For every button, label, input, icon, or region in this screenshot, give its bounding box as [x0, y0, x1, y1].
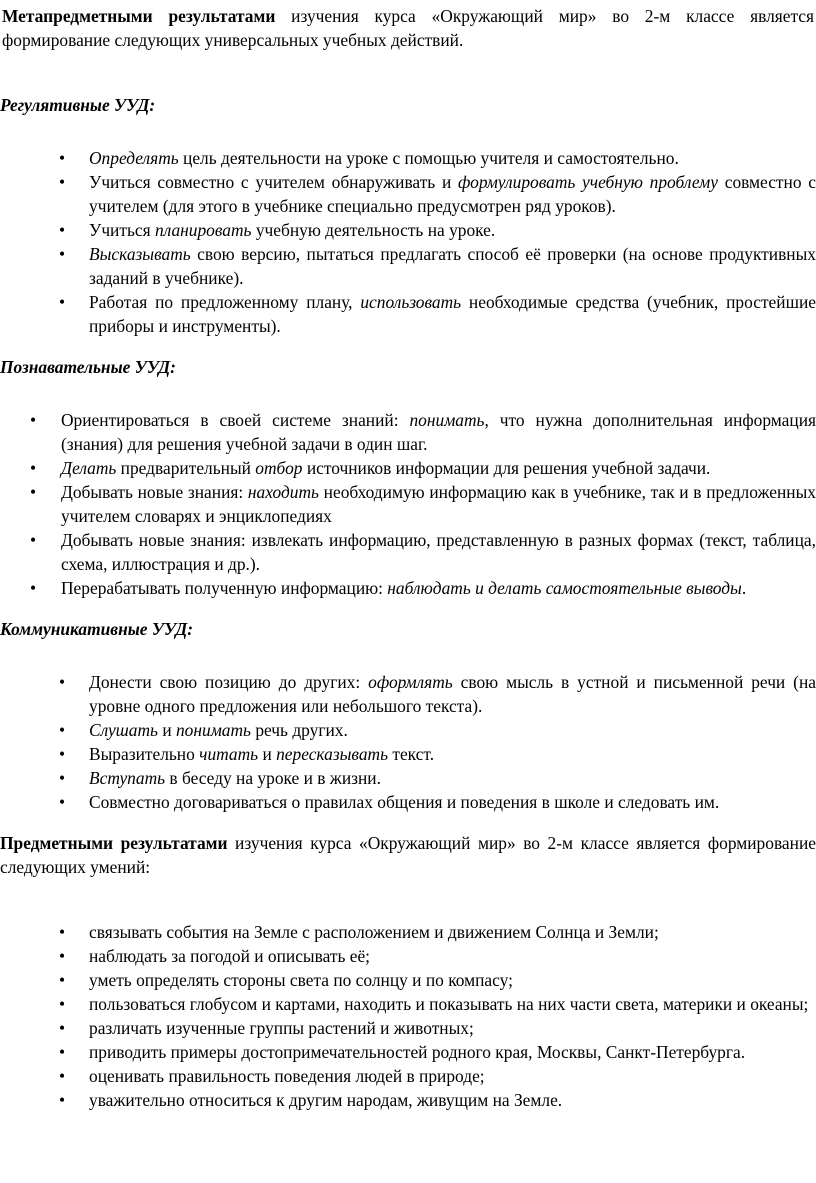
bullet-dot-icon: •: [58, 220, 66, 240]
italic-keyword: Делать: [61, 458, 117, 478]
regulative-list: [0, 146, 816, 338]
list-item-text: уважительно относиться к другим народам, живущим на Земле.: [89, 1090, 563, 1110]
bullet-dot-icon: •: [29, 578, 37, 598]
list-item-text: учебную деятельность на уроке.: [251, 220, 496, 240]
regulative-title: Регулятивные УУД:: [0, 95, 156, 115]
bullet-dot-icon: •: [58, 1066, 66, 1086]
bullet-dot-icon: •: [58, 292, 66, 312]
list-item-text: текст.: [388, 744, 435, 764]
list-item: [0, 670, 816, 718]
bullet-dot-icon: •: [58, 994, 66, 1014]
list-item: [0, 718, 816, 742]
list-item-text: .: [741, 578, 747, 598]
list-item-text: Добывать новые знания:: [61, 482, 248, 502]
italic-keyword: отбор: [255, 458, 303, 478]
italic-keyword: находить: [247, 482, 319, 502]
bullet-dot-icon: •: [29, 482, 37, 502]
bullet-dot-icon: •: [58, 1042, 66, 1062]
list-item-text: Совместно договариваться о правилах общения и поведения в школе и следовать им.: [89, 792, 720, 812]
italic-keyword: читать: [199, 744, 259, 764]
bullet-dot-icon: •: [29, 530, 37, 550]
document-page: [0, 4, 816, 1112]
bullet-dot-icon: •: [58, 744, 66, 764]
italic-keyword: формулировать учебную проблему: [458, 172, 718, 192]
list-item-text: источников информации для решения учебной задачи.: [302, 458, 711, 478]
bullet-dot-icon: •: [58, 768, 66, 788]
list-item: [0, 170, 816, 218]
list-item-text: приводить примеры достопримечательностей родного края, Москвы, Санкт-Петербурга.: [89, 1042, 746, 1062]
list-item-text: связывать события на Земле с расположением и движением Солнца и Земли;: [89, 922, 659, 942]
bullet-dot-icon: •: [58, 792, 66, 812]
list-item: [0, 528, 816, 576]
list-item: [0, 408, 816, 456]
list-item-text: и: [258, 744, 277, 764]
italic-keyword: Вступать: [89, 768, 166, 788]
meta-results-paragraph: [0, 4, 816, 52]
subject-skills-list: [0, 920, 816, 1112]
list-item: [0, 290, 816, 338]
list-item-text: свою мысль в устной и письменной речи (на уровне одного предложения или небольшого текста).: [89, 672, 816, 716]
list-item-text: , что нужна дополнительная информация (знания) для решения учебной задачи в один шаг.: [61, 410, 816, 454]
subject-results-text: изучения курса «Окружающий мир» во 2-м классе является формирование следующих умений:: [0, 833, 816, 877]
list-item: [0, 576, 816, 600]
list-item: [0, 920, 816, 944]
list-item-text: Учиться: [89, 220, 155, 240]
list-item-text: оценивать правильность поведения людей в природе;: [89, 1066, 485, 1086]
list-item-text: Работая по предложенному плану,: [89, 292, 361, 312]
list-item-text: цель деятельности на уроке с помощью учителя и самостоятельно.: [178, 148, 679, 168]
list-item: [0, 242, 816, 290]
bullet-dot-icon: •: [58, 172, 66, 192]
list-item-text: необходимую информацию как в учебнике, так и в предложенных учителем словарях и энциклопедиях: [61, 482, 816, 526]
italic-keyword: понимать: [409, 410, 485, 430]
list-item-text: наблюдать за погодой и описывать её;: [89, 946, 371, 966]
list-item-text: и: [157, 720, 176, 740]
bullet-dot-icon: •: [58, 970, 66, 990]
italic-keyword: Слушать: [89, 720, 158, 740]
italic-keyword: Определять: [89, 148, 179, 168]
list-item-text: различать изученные группы растений и животных;: [89, 1018, 474, 1038]
bullet-dot-icon: •: [58, 1018, 66, 1038]
list-item: [0, 1040, 816, 1064]
list-item: [0, 218, 816, 242]
communicative-title: Коммуникативные УУД:: [0, 619, 194, 639]
italic-keyword: понимать: [175, 720, 251, 740]
bullet-dot-icon: •: [29, 410, 37, 430]
list-item-text: пользоваться глобусом и картами, находить и показывать на них части света, материки и океаны;: [89, 994, 809, 1014]
list-item-text: необходимые средства (учебник, простейшие приборы и инструменты).: [89, 292, 816, 336]
list-item: [0, 968, 816, 992]
italic-keyword: наблюдать и делать самостоятельные выводы: [387, 578, 742, 598]
list-item: [0, 790, 816, 814]
italic-keyword: Высказывать: [89, 244, 191, 264]
list-item-text: Добывать новые знания: извлекать информацию, представленную в разных формах (текст, таблица, схема, иллюстрация и др.).: [61, 530, 816, 574]
list-item-text: предварительный: [116, 458, 256, 478]
subject-results-heading: Предметными результатами: [0, 833, 228, 853]
list-item: [0, 992, 816, 1016]
italic-keyword: использовать: [360, 292, 462, 312]
list-item-text: Донести свою позицию до других:: [89, 672, 369, 692]
bullet-dot-icon: •: [58, 946, 66, 966]
italic-keyword: пересказывать: [276, 744, 388, 764]
list-item-text: уметь определять стороны света по солнцу и по компасу;: [89, 970, 513, 990]
list-item-text: свою версию, пытаться предлагать способ её проверки (на основе продуктивных заданий в учебнике).: [89, 244, 816, 288]
meta-results-text: изучения курса «Окружающий мир» во 2-м классе является формирование следующих универсальных учебных действий.: [2, 6, 815, 50]
bullet-dot-icon: •: [58, 244, 66, 264]
communicative-list: [0, 670, 816, 814]
list-item: [0, 766, 816, 790]
list-item: [0, 146, 816, 170]
italic-keyword: планировать: [154, 220, 252, 240]
list-item: [0, 944, 816, 968]
bullet-dot-icon: •: [58, 672, 66, 692]
list-item-text: Перерабатывать полученную информацию:: [61, 578, 388, 598]
bullet-dot-icon: •: [58, 922, 66, 942]
list-item-text: Выразительно: [89, 744, 200, 764]
list-item-text: в беседу на уроке и в жизни.: [165, 768, 381, 788]
bullet-dot-icon: •: [58, 720, 66, 740]
cognitive-list: [0, 408, 816, 600]
list-item: [0, 456, 816, 480]
list-item: [0, 742, 816, 766]
bullet-dot-icon: •: [58, 148, 66, 168]
list-item-text: совместно с учителем (для этого в учебнике специально предусмотрен ряд уроков).: [89, 172, 816, 216]
italic-keyword: оформлять: [368, 672, 453, 692]
subject-results-paragraph: [0, 831, 816, 879]
cognitive-title: Познавательные УУД:: [0, 357, 176, 377]
meta-results-heading: Метапредметными результатами: [2, 6, 276, 26]
list-item: [0, 1064, 816, 1088]
list-item: [0, 1088, 816, 1112]
list-item: [0, 1016, 816, 1040]
bullet-dot-icon: •: [29, 458, 37, 478]
list-item-text: Ориентироваться в своей системе знаний:: [61, 410, 410, 430]
list-item-text: речь других.: [250, 720, 348, 740]
bullet-dot-icon: •: [58, 1090, 66, 1110]
list-item-text: Учиться совместно с учителем обнаруживать и: [89, 172, 459, 192]
list-item: [0, 480, 816, 528]
